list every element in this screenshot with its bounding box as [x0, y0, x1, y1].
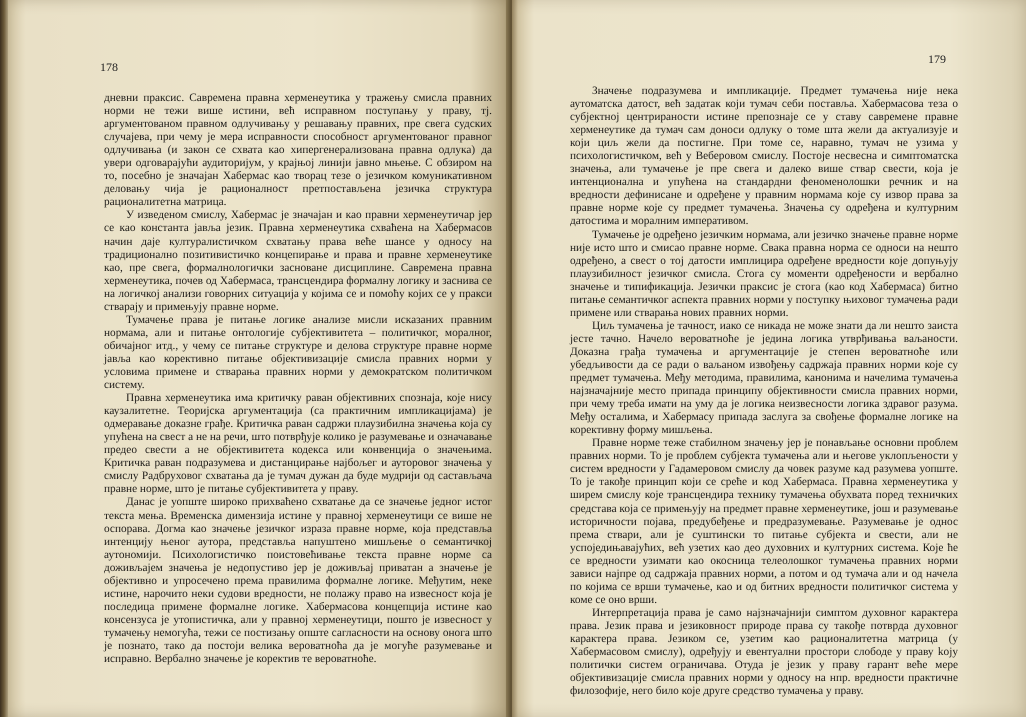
- paragraph: Правне норме теже стабилном значењу јер је понављање основни проблем правних норми. То је проблем субјекта тумачења али и његове уклопљености у систем вредности у Гадамеровом смислу да човек разуме кад разумева уопште. То је такође принцип који се среће и код Хабермаса. Правна херменеутика у ширем смислу које трансцендира технику тумачења обухвата поред техничких средстава која се примењују на предмет правне херменеутике, још и разумевање историчности појава, предубеђење и предразумевање. Разумевање је однос према ствари, али је суштински то питање субјекта и свести, али не успоједињавајућих, већ узетих као део духовних и културних система. Које ће се вредности узимати као окосница телеолошког тумачења правних норми зависи најпре од садржаја правних норми, а потом и од тумача али и од начела по којима се врши тумачење, као и од битних вредности политичког система у коме се оно врши.: [570, 437, 958, 606]
- left-page-text: [104, 92, 492, 666]
- paragraph: Тумачење права је питање логике анализе мисли исказаних правним нормама, али и питање онтологије субјективитета – политичког, моралног, обичајног итд., у чему се питање структуре и делова структуре правне норме јавља као корективно питање објективизације смисла правних норми у условима примене и стварања правних норми у демократском политичком систему.: [104, 313, 492, 392]
- paragraph: Циљ тумачења је тачност, иако се никада не може знати да ли нешто заиста јесте тачно. Начело вероватноће је једина логика утврђивања ваљаности. Доказна грађа тумачења и аргументације је степен вероватноће или убедљивости да се ради о ваљаном извођењу садржаја правних норми које су предмет тумачења. Међу методима, правилима, канонима и начелима тумачења најзначајније место припада принципу објективности смисла правних норми, при чему треба имати на уму да је логика неизвесности логика здравог разума. Међу осталима, и Хабермасу припада заслуга за свођење формалне логике на корективну форму мишљења.: [570, 319, 958, 437]
- paragraph: У изведеном смислу, Хабермас је значајан и као правни херменеутичар јер се као константа јавља језик. Правна херменеутика схваћена на Хабермасов начин даје културалистичком схватању права веће шансе у односу на традиционално позитивистичко концепирање и права и правне херменеутике као, пре свега, формалнологички засноване дисциплине. Савремена правна херменеутика, почев од Хабермаса, трансцендира формалну логику и заснива се на логичкој анализи говорних ситуација у којима се и помоћу којих се у пракси стварају и примењују правне норме.: [104, 209, 492, 313]
- paragraph: Правна херменеутика има критичку раван објективних спознаја, које нису каузалитетне. Теоријска аргументација (са практичним импликацијама) је одмеравање доказне грађе. Критичка раван садржи плаузибилна значења која су упућена на свест а не на речи, што потврђује колико је разумевање и означавање предео свести а не објективитета кодекса или конвенција о значењима. Критичка раван подразумева и дистанцирање најбољег и ауторовог значења у смислу Радбруховог схватања да је тумач дужан да буде мудрији од састављача правне норме, што је питање субјективитета у праву.: [104, 392, 492, 496]
- left-page: [8, 0, 510, 717]
- paragraph: Тумачење је одређено језичким нормама, али језичко значење правне норме није исто што и смисао правне норме. Свака правна норма се односи на нешто одређено, а свест о тој датости имплицира одређене вредности које допуњују плаузибилност језичког смисла. Стога су моменти одређености и вербално значење и типификација. Језички праксис је стога (као код Хабермаса) битно питање семантичког аспекта правних норми у поступку њиховог тумачења ради примене или стварања нових правних норми.: [570, 228, 958, 319]
- paragraph: Значење подразумева и импликације. Предмет тумачења није нека аутоматска датост, већ задатак који тумач себи поставља. Хабермасова теза о субјектној центрираности истине препознаје се у ставу савремене правне херменеутике да тумач сам доноси одлуку о томе шта жели да актуализује и који циљ жели да постигне. При томе се, наравно, тумач не узима у психологистичком, већ у Веберовом смислу. Постоје несвесна и симптоматска значења, али тумачење је пре свега и далеко више ствар свести, која је интенционална и упућена на стандардни феноменолошки речник и на вредности дефинисане и одређене у правним нормама које су извор права за правне норме које су предмет тумачења. Значења су одређена и културним датостима и моралним императивом.: [570, 85, 958, 228]
- paragraph: Данас је уопште широко прихваћено схватање да се значење једног истог текста мења. Временска димензија истине у правној херменеутици се више не оспорава. Догма као значење језичког израза правне норме, која представља интенцију њеног аутора, представља напуштено мишљење о семантичкој аутономији. Психологистичко поистовећивање текста правне норме са доживљајем значења је недопустиво јер је доживљај приватан а значење је објективно и упросечено према правилима формалне логике. Међутим, неке истине, нарочито неки судови вредности, не полажу право на извесност која је последица примене формалне логике. Хабермасова концепција истине као консензуса је утопистичка, али у правној херменеутици, пошто је извесност у тумачењу немогућа, тежи се постизању опште сагласности на основу онога што је познато, тако да постоји велика вероватноћа да је могуће разумевање и исправно. Вербално значење је коректив те вероватноће.: [104, 496, 492, 666]
- page-number-left: 178: [100, 60, 118, 74]
- paragraph: Интерпретација права је само најзначајнији симптом духовног карактера права. Језик права и језиковност природе права су такође потврда духовног карактера права. Језиком се, узетим као рационалитетна матрица (у Хабермасовом смислу), одређују и евентуални простори слободе у праву koју политички систем ограничава. Отуда је језик у праву гарант веће мере објективизације смисла правних норми у односу на нпр. вредности практичне филозофије, него било које друге средство тумачења у праву.: [570, 606, 958, 698]
- page-number-right: 179: [928, 52, 946, 66]
- right-page: [512, 0, 1026, 717]
- right-page-text: [570, 85, 958, 698]
- paragraph: дневни праксис. Савремена правна херменеутика у тражењу смисла правних норми не тежи више истини, већ исправном поступању у праву, тј. аргументованом правном одлучивању у решавању правних, пре свега судских случајева, при чему је мера исправности способност аргументованог правног одлучивања (и закон се схвата као хипергенерализована правна одлука) да увери одговарајући аудиторијум, у крајњој линији јавно мњење. С обзиром на то, посебно је значајан Хабермас као творац тезе о језичком комуникативном деловању чија је рационалност претпостављена језичка структура рационалитетна матрица.: [104, 92, 492, 209]
